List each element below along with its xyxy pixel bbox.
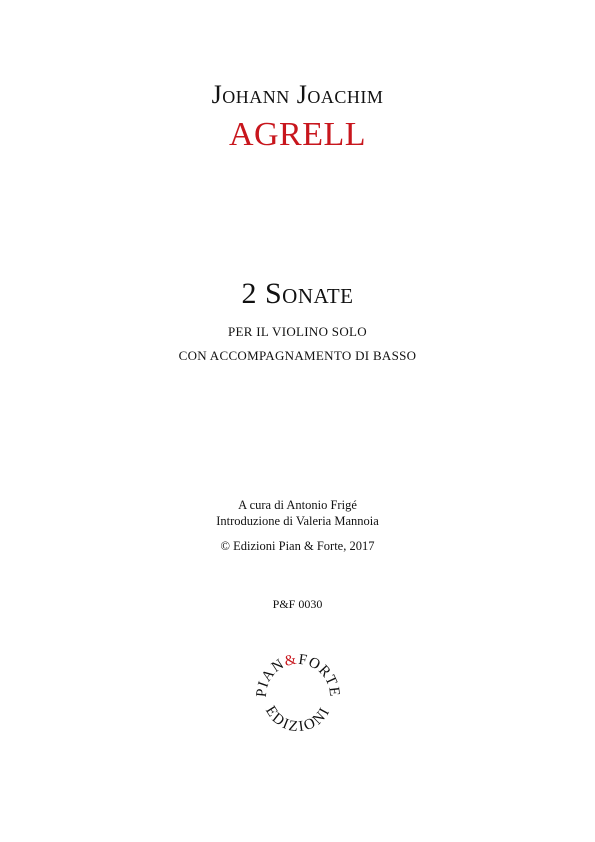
introduction-credit: Introduzione di Valeria Mannoia bbox=[216, 514, 379, 528]
logo-pian-text: PIAN bbox=[253, 655, 288, 698]
svg-text:EDIZIONI bbox=[262, 703, 334, 735]
publisher-logo bbox=[252, 650, 344, 742]
logo-edizioni-text: EDIZIONI bbox=[261, 703, 334, 736]
editor-credit: A cura di Antonio Frigé bbox=[238, 498, 357, 512]
composer-first-names: Johann Joachim bbox=[211, 80, 384, 109]
logo-ampersand: & bbox=[283, 651, 299, 670]
copyright-notice: © Edizioni Pian & Forte, 2017 bbox=[220, 539, 375, 553]
work-title: 2 Sonate bbox=[241, 277, 354, 310]
work-subtitle-line2: CON ACCOMPAGNAMENTO DI BASSO bbox=[178, 348, 417, 363]
svg-text:PIAN&FORTE bbox=[254, 652, 343, 698]
composer-surname: AGRELL bbox=[228, 116, 367, 153]
work-subtitle-line1: PER IL VIOLINO SOLO bbox=[228, 324, 367, 339]
logo-forte-text: FORTE bbox=[297, 651, 343, 698]
catalog-number: P&F 0030 bbox=[272, 597, 323, 611]
